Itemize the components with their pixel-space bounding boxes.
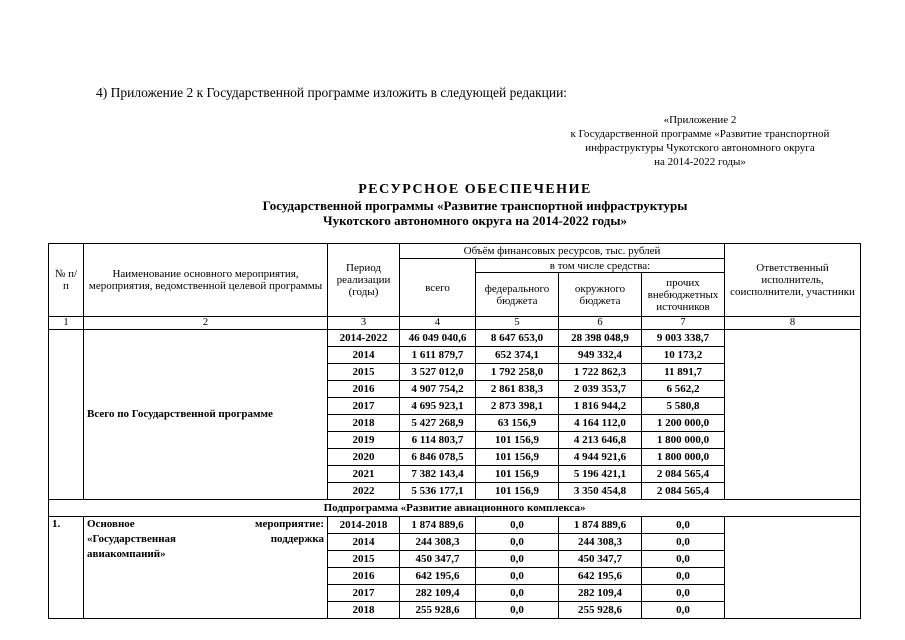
title-line-1: РЕСУРСНОЕ ОБЕСПЕЧЕНИЕ	[358, 182, 592, 197]
federal-cell: 8 647 653,0	[476, 330, 559, 347]
total-cell: 1 874 889,6	[400, 517, 476, 534]
federal-cell: 101 156,9	[476, 432, 559, 449]
appendix-line-4: на 2014-2022 годы»	[654, 156, 746, 168]
total-cell: 244 308,3	[400, 534, 476, 551]
subprogram-section	[49, 500, 861, 517]
district-cell: 4 213 646,8	[559, 432, 642, 449]
header-federal: федерального бюджета	[476, 273, 559, 317]
appendix-line-1: «Приложение 2	[663, 114, 737, 126]
document-title	[60, 182, 890, 228]
district-cell: 949 332,4	[559, 347, 642, 364]
district-cell: 1 874 889,6	[559, 517, 642, 534]
other-cell: 0,0	[642, 585, 725, 602]
measure-section	[49, 517, 861, 619]
federal-cell: 101 156,9	[476, 449, 559, 466]
federal-cell: 0,0	[476, 517, 559, 534]
total-cell: 6 846 078,5	[400, 449, 476, 466]
period-cell: 2015	[328, 364, 400, 381]
district-cell: 450 347,7	[559, 551, 642, 568]
measure-name	[84, 517, 328, 619]
period-cell: 2022	[328, 483, 400, 500]
total-cell: 4 907 754,2	[400, 381, 476, 398]
district-cell: 1 722 862,3	[559, 364, 642, 381]
resource-table	[48, 243, 861, 619]
federal-cell: 101 156,9	[476, 466, 559, 483]
header-responsible: Ответственный исполнитель, соисполнители, участники	[725, 244, 861, 317]
measure-responsible-cell	[725, 517, 861, 619]
period-cell: 2014-2022	[328, 330, 400, 347]
district-cell: 1 816 944,2	[559, 398, 642, 415]
header-other: прочих внебюджетных источников	[642, 273, 725, 317]
header-district: окружного бюджета	[559, 273, 642, 317]
column-numbers-row	[49, 317, 861, 330]
measure-name-line: авиакомпаний»	[87, 548, 166, 560]
title-line-2: Государственной программы «Развитие транспортной инфраструктуры	[262, 198, 688, 213]
header-period: Период реализации (годы)	[328, 244, 400, 317]
other-cell: 0,0	[642, 568, 725, 585]
period-cell: 2021	[328, 466, 400, 483]
intro-text: 4) Приложение 2 к Государственной программе изложить в следующей редакции:	[96, 85, 568, 100]
total-cell: 642 195,6	[400, 568, 476, 585]
table-row	[49, 517, 861, 534]
federal-cell: 0,0	[476, 534, 559, 551]
column-number: 1	[49, 317, 84, 330]
district-cell: 5 196 421,1	[559, 466, 642, 483]
column-number: 4	[400, 317, 476, 330]
period-cell: 2018	[328, 602, 400, 619]
period-cell: 2014	[328, 534, 400, 551]
header-num: № п/п	[49, 244, 84, 317]
district-cell: 255 928,6	[559, 602, 642, 619]
header-including: в том числе средства:	[476, 259, 725, 273]
period-cell: 2019	[328, 432, 400, 449]
column-number: 7	[642, 317, 725, 330]
column-number: 5	[476, 317, 559, 330]
district-cell: 642 195,6	[559, 568, 642, 585]
other-cell: 1 200 000,0	[642, 415, 725, 432]
period-cell: 2017	[328, 398, 400, 415]
other-cell: 11 891,7	[642, 364, 725, 381]
period-cell: 2020	[328, 449, 400, 466]
appendix-line-3: инфраструктуры Чукотского автономного округа	[585, 142, 815, 154]
period-cell: 2015	[328, 551, 400, 568]
federal-cell: 652 374,1	[476, 347, 559, 364]
period-cell: 2017	[328, 585, 400, 602]
other-cell: 0,0	[642, 551, 725, 568]
total-cell: 450 347,7	[400, 551, 476, 568]
total-cell: 5 536 177,1	[400, 483, 476, 500]
period-cell: 2014-2018	[328, 517, 400, 534]
other-cell: 10 173,2	[642, 347, 725, 364]
other-cell: 9 003 338,7	[642, 330, 725, 347]
other-cell: 2 084 565,4	[642, 466, 725, 483]
other-cell: 0,0	[642, 517, 725, 534]
district-cell: 244 308,3	[559, 534, 642, 551]
column-number: 6	[559, 317, 642, 330]
column-number: 8	[725, 317, 861, 330]
other-cell: 0,0	[642, 602, 725, 619]
column-number: 2	[84, 317, 328, 330]
total-cell: 5 427 268,9	[400, 415, 476, 432]
district-cell: 4 944 921,6	[559, 449, 642, 466]
federal-cell: 0,0	[476, 551, 559, 568]
total-responsible-cell	[725, 330, 861, 500]
period-cell: 2018	[328, 415, 400, 432]
period-cell: 2014	[328, 347, 400, 364]
total-cell: 282 109,4	[400, 585, 476, 602]
table-row	[49, 330, 861, 347]
federal-cell: 1 792 258,0	[476, 364, 559, 381]
total-section	[49, 330, 861, 500]
federal-cell: 0,0	[476, 585, 559, 602]
district-cell: 4 164 112,0	[559, 415, 642, 432]
measure-num: 1.	[49, 517, 84, 619]
total-cell: 1 611 879,7	[400, 347, 476, 364]
total-cell: 3 527 012,0	[400, 364, 476, 381]
other-cell: 0,0	[642, 534, 725, 551]
federal-cell: 101 156,9	[476, 483, 559, 500]
total-cell: 7 382 143,4	[400, 466, 476, 483]
measure-name-line: «Государственная поддержка	[87, 533, 324, 545]
other-cell: 1 800 000,0	[642, 432, 725, 449]
column-number: 3	[328, 317, 400, 330]
other-cell: 2 084 565,4	[642, 483, 725, 500]
title-line-3: Чукотского автономного округа на 2014-2022 годы»	[323, 213, 627, 228]
other-cell: 6 562,2	[642, 381, 725, 398]
total-cell: 46 049 040,6	[400, 330, 476, 347]
total-cell: 4 695 923,1	[400, 398, 476, 415]
federal-cell: 0,0	[476, 602, 559, 619]
header-total: всего	[400, 259, 476, 317]
header-volume: Объём финансовых ресурсов, тыс. рублей	[400, 244, 725, 259]
table-header	[49, 244, 861, 330]
federal-cell: 63 156,9	[476, 415, 559, 432]
total-cell: 255 928,6	[400, 602, 476, 619]
appendix-note	[540, 113, 860, 169]
period-cell: 2016	[328, 568, 400, 585]
appendix-line-2: к Государственной программе «Развитие транспортной	[570, 128, 830, 140]
header-name: Наименование основного мероприятия, мероприятия, ведомственной целевой программы	[84, 244, 328, 317]
total-label: Всего по Государственной программе	[84, 330, 328, 500]
total-cell: 6 114 803,7	[400, 432, 476, 449]
district-cell: 28 398 048,9	[559, 330, 642, 347]
subprogram-title: Подпрограмма «Развитие авиационного комплекса»	[49, 500, 861, 517]
federal-cell: 0,0	[476, 568, 559, 585]
district-cell: 3 350 454,8	[559, 483, 642, 500]
other-cell: 1 800 000,0	[642, 449, 725, 466]
measure-name-line: Основное мероприятие:	[87, 518, 324, 530]
period-cell: 2016	[328, 381, 400, 398]
total-num-cell	[49, 330, 84, 500]
other-cell: 5 580,8	[642, 398, 725, 415]
district-cell: 2 039 353,7	[559, 381, 642, 398]
district-cell: 282 109,4	[559, 585, 642, 602]
federal-cell: 2 873 398,1	[476, 398, 559, 415]
federal-cell: 2 861 838,3	[476, 381, 559, 398]
